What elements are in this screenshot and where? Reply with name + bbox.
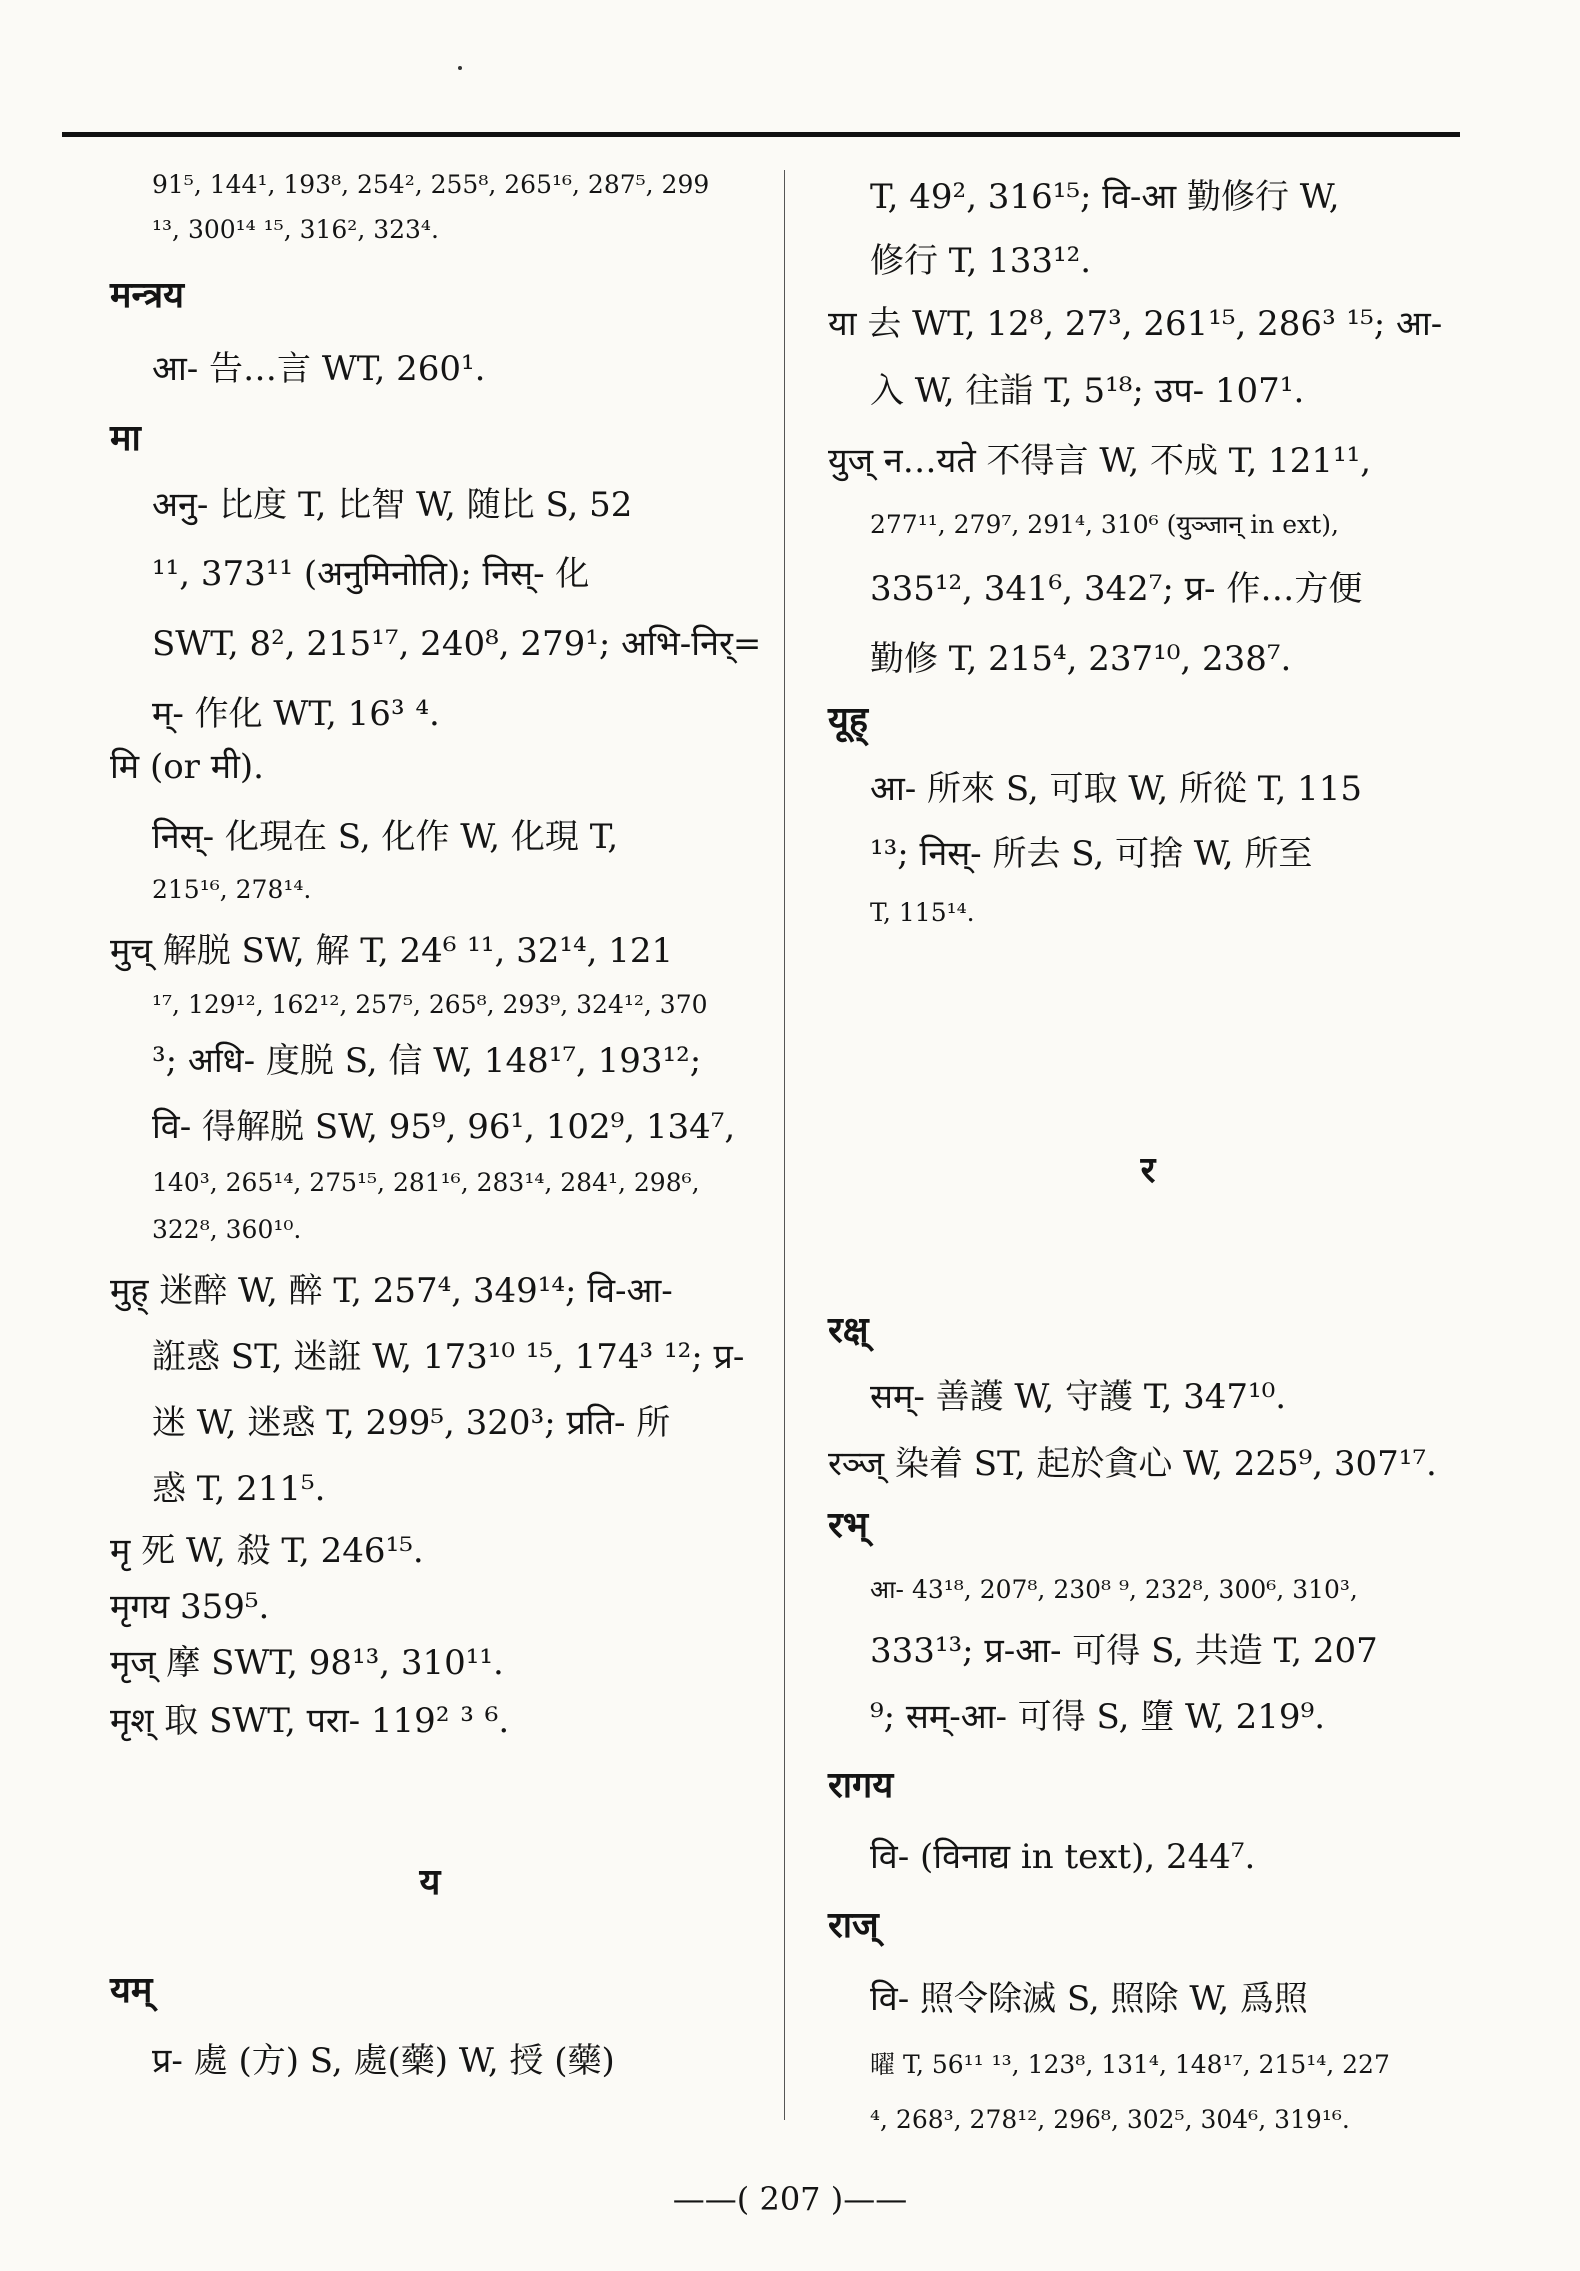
entry-line: T, 115¹⁴.	[870, 898, 975, 927]
entry-line: 215¹⁶, 278¹⁴.	[152, 875, 312, 904]
entry-line: 修行 T, 133¹².	[870, 241, 1092, 281]
entry-line: मृ 死 W, 殺 T, 246¹⁵.	[110, 1531, 424, 1571]
entry-line: 勤修 T, 215⁴, 237¹⁰, 238⁷.	[870, 639, 1292, 679]
entry-line: 惑 T, 211⁵.	[152, 1469, 326, 1509]
headword: मि (or मी).	[110, 747, 264, 787]
entry-line: ³; अधि- 度脱 S, 信 W, 148¹⁷, 193¹²;	[152, 1041, 702, 1081]
entry-line: 91⁵, 144¹, 193⁸, 254², 255⁸, 265¹⁶, 287⁵, 299	[152, 170, 710, 199]
entry-line: आ- 告…言 WT, 260¹.	[152, 349, 486, 389]
entry-line: 335¹², 341⁶, 342⁷; प्र- 作…方便	[870, 569, 1363, 609]
headword: राज्	[828, 1904, 879, 1946]
speck	[458, 66, 462, 70]
entry-line: वि- 照令除滅 S, 照除 W, 爲照	[870, 1979, 1308, 2019]
entry-line: ¹¹, 373¹¹ (अनुमिनोति); निस्- 化	[152, 554, 590, 594]
entry-line: 曜 T, 56¹¹ ¹³, 123⁸, 131⁴, 148¹⁷, 215¹⁴, 227	[870, 2050, 1390, 2079]
entry-line: मृगय 359⁵.	[110, 1587, 270, 1627]
entry-line: मुह् 迷醉 W, 醉 T, 257⁴, 349¹⁴; वि-आ-	[110, 1271, 673, 1311]
entry-line: 277¹¹, 279⁷, 291⁴, 310⁶ (युञ्जान् in ext),	[870, 510, 1339, 539]
entry-line: 誑惑 ST, 迷誑 W, 173¹⁰ ¹⁵, 174³ ¹²; प्र-	[152, 1337, 745, 1377]
entry-line: ¹³; निस्- 所去 S, 可捨 W, 所至	[870, 834, 1313, 874]
entry-line: T, 49², 316¹⁵; वि-आ 勤修行 W,	[870, 177, 1340, 217]
entry-line: सम्- 善護 W, 守護 T, 347¹⁰.	[870, 1377, 1287, 1417]
entry-line: आ- 43¹⁸, 207⁸, 230⁸ ⁹, 232⁸, 300⁶, 310³,	[870, 1575, 1358, 1604]
entry-line: वि- 得解脱 SW, 95⁹, 96¹, 102⁹, 134⁷,	[152, 1107, 736, 1147]
headword: रक्ष्	[828, 1309, 869, 1351]
headword: यम्	[110, 1969, 153, 2011]
headword: रागय	[828, 1764, 894, 1806]
entry-line: 140³, 265¹⁴, 275¹⁵, 281¹⁶, 283¹⁴, 284¹, 298⁶,	[152, 1168, 700, 1197]
entry-line: वि- (विनाद्य in text), 244⁷.	[870, 1837, 1256, 1877]
headword: मन्त्रय	[110, 274, 184, 316]
section-letter: र	[1140, 1149, 1156, 1191]
entry-line: या 去 WT, 12⁸, 27³, 261¹⁵, 286³ ¹⁵; आ-	[828, 304, 1443, 344]
entry-line: 迷 W, 迷惑 T, 299⁵, 320³; प्रति- 所	[152, 1403, 671, 1443]
entry-line: 322⁸, 360¹⁰.	[152, 1215, 302, 1244]
entry-line: म्- 作化 WT, 16³ ⁴.	[152, 694, 440, 734]
entry-line: अनु- 比度 T, 比智 W, 随比 S, 52	[152, 485, 633, 525]
entry-line: ⁹; सम्-आ- 可得 S, 墮 W, 219⁹.	[870, 1697, 1326, 1737]
entry-line: युज् न…यते 不得言 W, 不成 T, 121¹¹,	[828, 441, 1372, 481]
entry-line: SWT, 8², 215¹⁷, 240⁸, 279¹; अभि-निर्=	[152, 624, 762, 664]
entry-line: मुच् 解脱 SW, 解 T, 24⁶ ¹¹, 32¹⁴, 121	[110, 931, 674, 971]
column-divider	[784, 170, 785, 2120]
entry-line: ⁴, 268³, 278¹², 296⁸, 302⁵, 304⁶, 319¹⁶.	[870, 2105, 1350, 2134]
entry-line: ¹⁷, 129¹², 162¹², 257⁵, 265⁸, 293⁹, 324¹², 370	[152, 990, 708, 1019]
entry-line: आ- 所來 S, 可取 W, 所從 T, 115	[870, 769, 1362, 809]
entry-line: 入 W, 往詣 T, 5¹⁸; उप- 107¹.	[870, 371, 1305, 411]
entry-line: 333¹³; प्र-आ- 可得 S, 共造 T, 207	[870, 1631, 1378, 1671]
headword: यूह्	[828, 699, 868, 741]
headword: रभ्	[828, 1504, 869, 1546]
entry-line: निस्- 化現在 S, 化作 W, 化現 T,	[152, 817, 619, 857]
entry-line: रञ्ज् 染着 ST, 起於貪心 W, 225⁹, 307¹⁷.	[828, 1444, 1437, 1484]
entry-line: मृज् 摩 SWT, 98¹³, 310¹¹.	[110, 1643, 504, 1683]
entry-line: मृश् 取 SWT, परा- 119² ³ ⁶.	[110, 1701, 510, 1741]
entry-line: प्र- 處 (方) S, 處(藥) W, 授 (藥)	[152, 2041, 615, 2081]
top-rule	[62, 132, 1460, 137]
headword: मा	[110, 417, 141, 459]
section-letter: य	[419, 1861, 441, 1903]
page-number: ——( 207 )——	[672, 2180, 908, 2218]
entry-line: ¹³, 300¹⁴ ¹⁵, 316², 323⁴.	[152, 215, 439, 244]
